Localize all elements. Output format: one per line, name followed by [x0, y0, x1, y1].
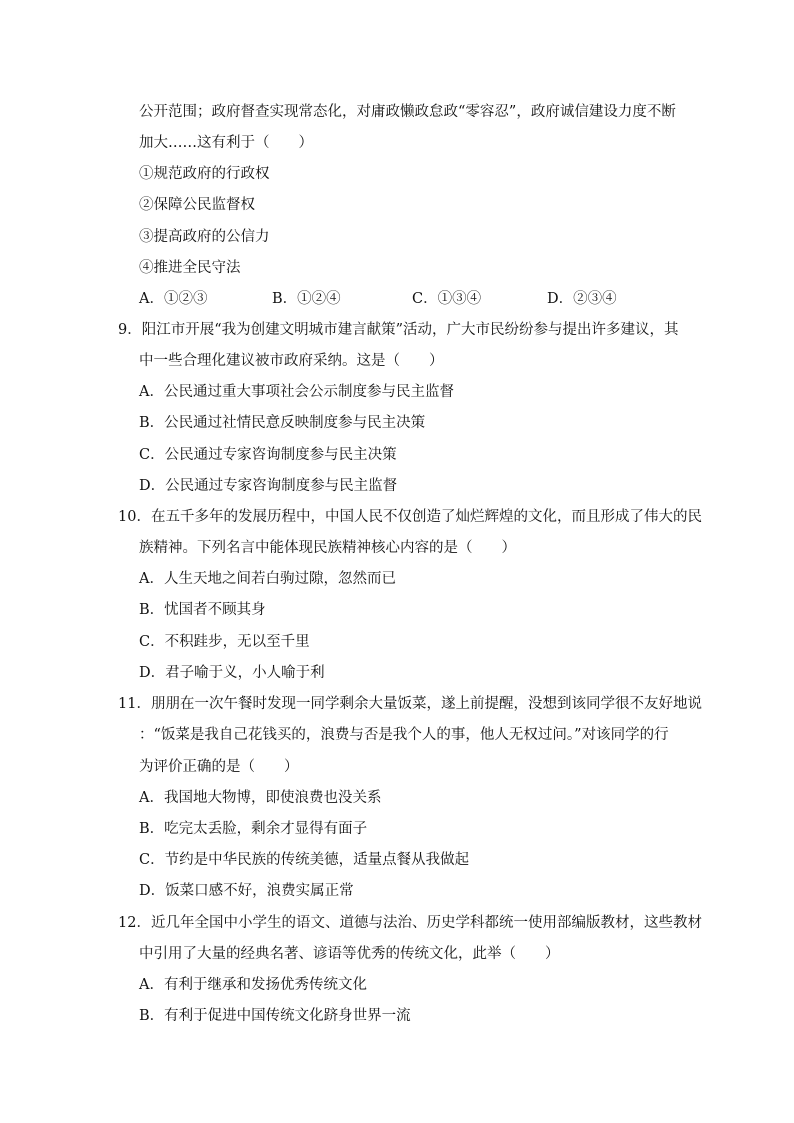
- q8-option-d: D．②③④: [547, 291, 617, 307]
- q8-item-4: ④推进全民守法: [139, 260, 241, 276]
- q11-option-c: C．节约是中华民族的传统美德，适量点餐从我做起: [139, 852, 470, 868]
- q8-item-1: ①规范政府的行政权: [139, 166, 270, 182]
- q8-option-c: C．①③④: [412, 291, 482, 307]
- q11-option-d: D．饭菜口感不好，浪费实属正常: [139, 883, 354, 899]
- q8-stem-line-1: 公开范围；政府督查实现常态化，对庸政懒政怠政“零容忍”，政府诚信建设力度不断: [139, 104, 676, 120]
- q8-option-a: A．①②③: [139, 291, 208, 307]
- q8-item-2: ②保障公民监督权: [139, 197, 255, 213]
- q11-option-a: A．我国地大物博，即使浪费也没关系: [139, 790, 382, 806]
- q11-stem-line-1: 11．朋朋在一次午餐时发现一同学剩余大量饭菜，遂上前提醒，没想到该同学很不友好地说: [118, 696, 702, 712]
- q11-stem-line-2: ：“饭菜是我自己花钱买的，浪费与否是我个人的事，他人无权过问。”对该同学的行: [139, 727, 669, 743]
- q12-stem-line-1: 12．近几年全国中小学生的语文、道德与法治、历史学科都统一使用部编版教材，这些教材: [118, 915, 702, 931]
- q9-option-c: C．公民通过专家咨询制度参与民主决策: [139, 447, 397, 463]
- q9-option-a: A．公民通过重大事项社会公示制度参与民主监督: [139, 384, 454, 400]
- q8-option-b: B．①②④: [272, 291, 341, 307]
- q9-stem-line-2: 中一些合理化建议被市政府采纳。这是（ ）: [139, 353, 444, 369]
- q11-stem-line-3: 为评价正确的是（ ）: [139, 759, 299, 775]
- q12-option-b: B．有利于促进中国传统文化跻身世界一流: [139, 1008, 411, 1024]
- q11-option-b: B．吃完太丢脸，剩余才显得有面子: [139, 821, 368, 837]
- q12-stem-line-2: 中引用了大量的经典名著、谚语等优秀的传统文化，此举（ ）: [139, 946, 560, 962]
- q12-option-a: A．有利于继承和发扬优秀传统文化: [139, 977, 367, 993]
- q10-stem-line-1: 10．在五千多年的发展历程中，中国人民不仅创造了灿烂辉煌的文化，而且形成了伟大的民: [118, 509, 702, 525]
- q10-option-b: B．忧国者不顾其身: [139, 602, 266, 618]
- q10-option-a: A．人生天地之间若白驹过隙，忽然而已: [139, 571, 396, 587]
- q8-options-row: [139, 289, 639, 309]
- q9-stem-line-1: 9．阳江市开展“我为创建文明城市建言献策”活动，广大市民纷纷参与提出许多建议，其: [118, 322, 679, 338]
- q8-item-3: ③提高政府的公信力: [139, 229, 270, 245]
- q8-stem-line-2: 加大……这有利于（ ）: [139, 135, 313, 151]
- q10-option-c: C．不积跬步，无以至千里: [139, 634, 310, 650]
- q10-option-d: D．君子喻于义，小人喻于利: [139, 665, 325, 681]
- q9-option-d: D．公民通过专家咨询制度参与民主监督: [139, 478, 398, 494]
- q10-stem-line-2: 族精神。下列名言中能体现民族精神核心内容的是（ ）: [139, 540, 516, 556]
- q9-option-b: B．公民通过社情民意反映制度参与民主决策: [139, 415, 426, 431]
